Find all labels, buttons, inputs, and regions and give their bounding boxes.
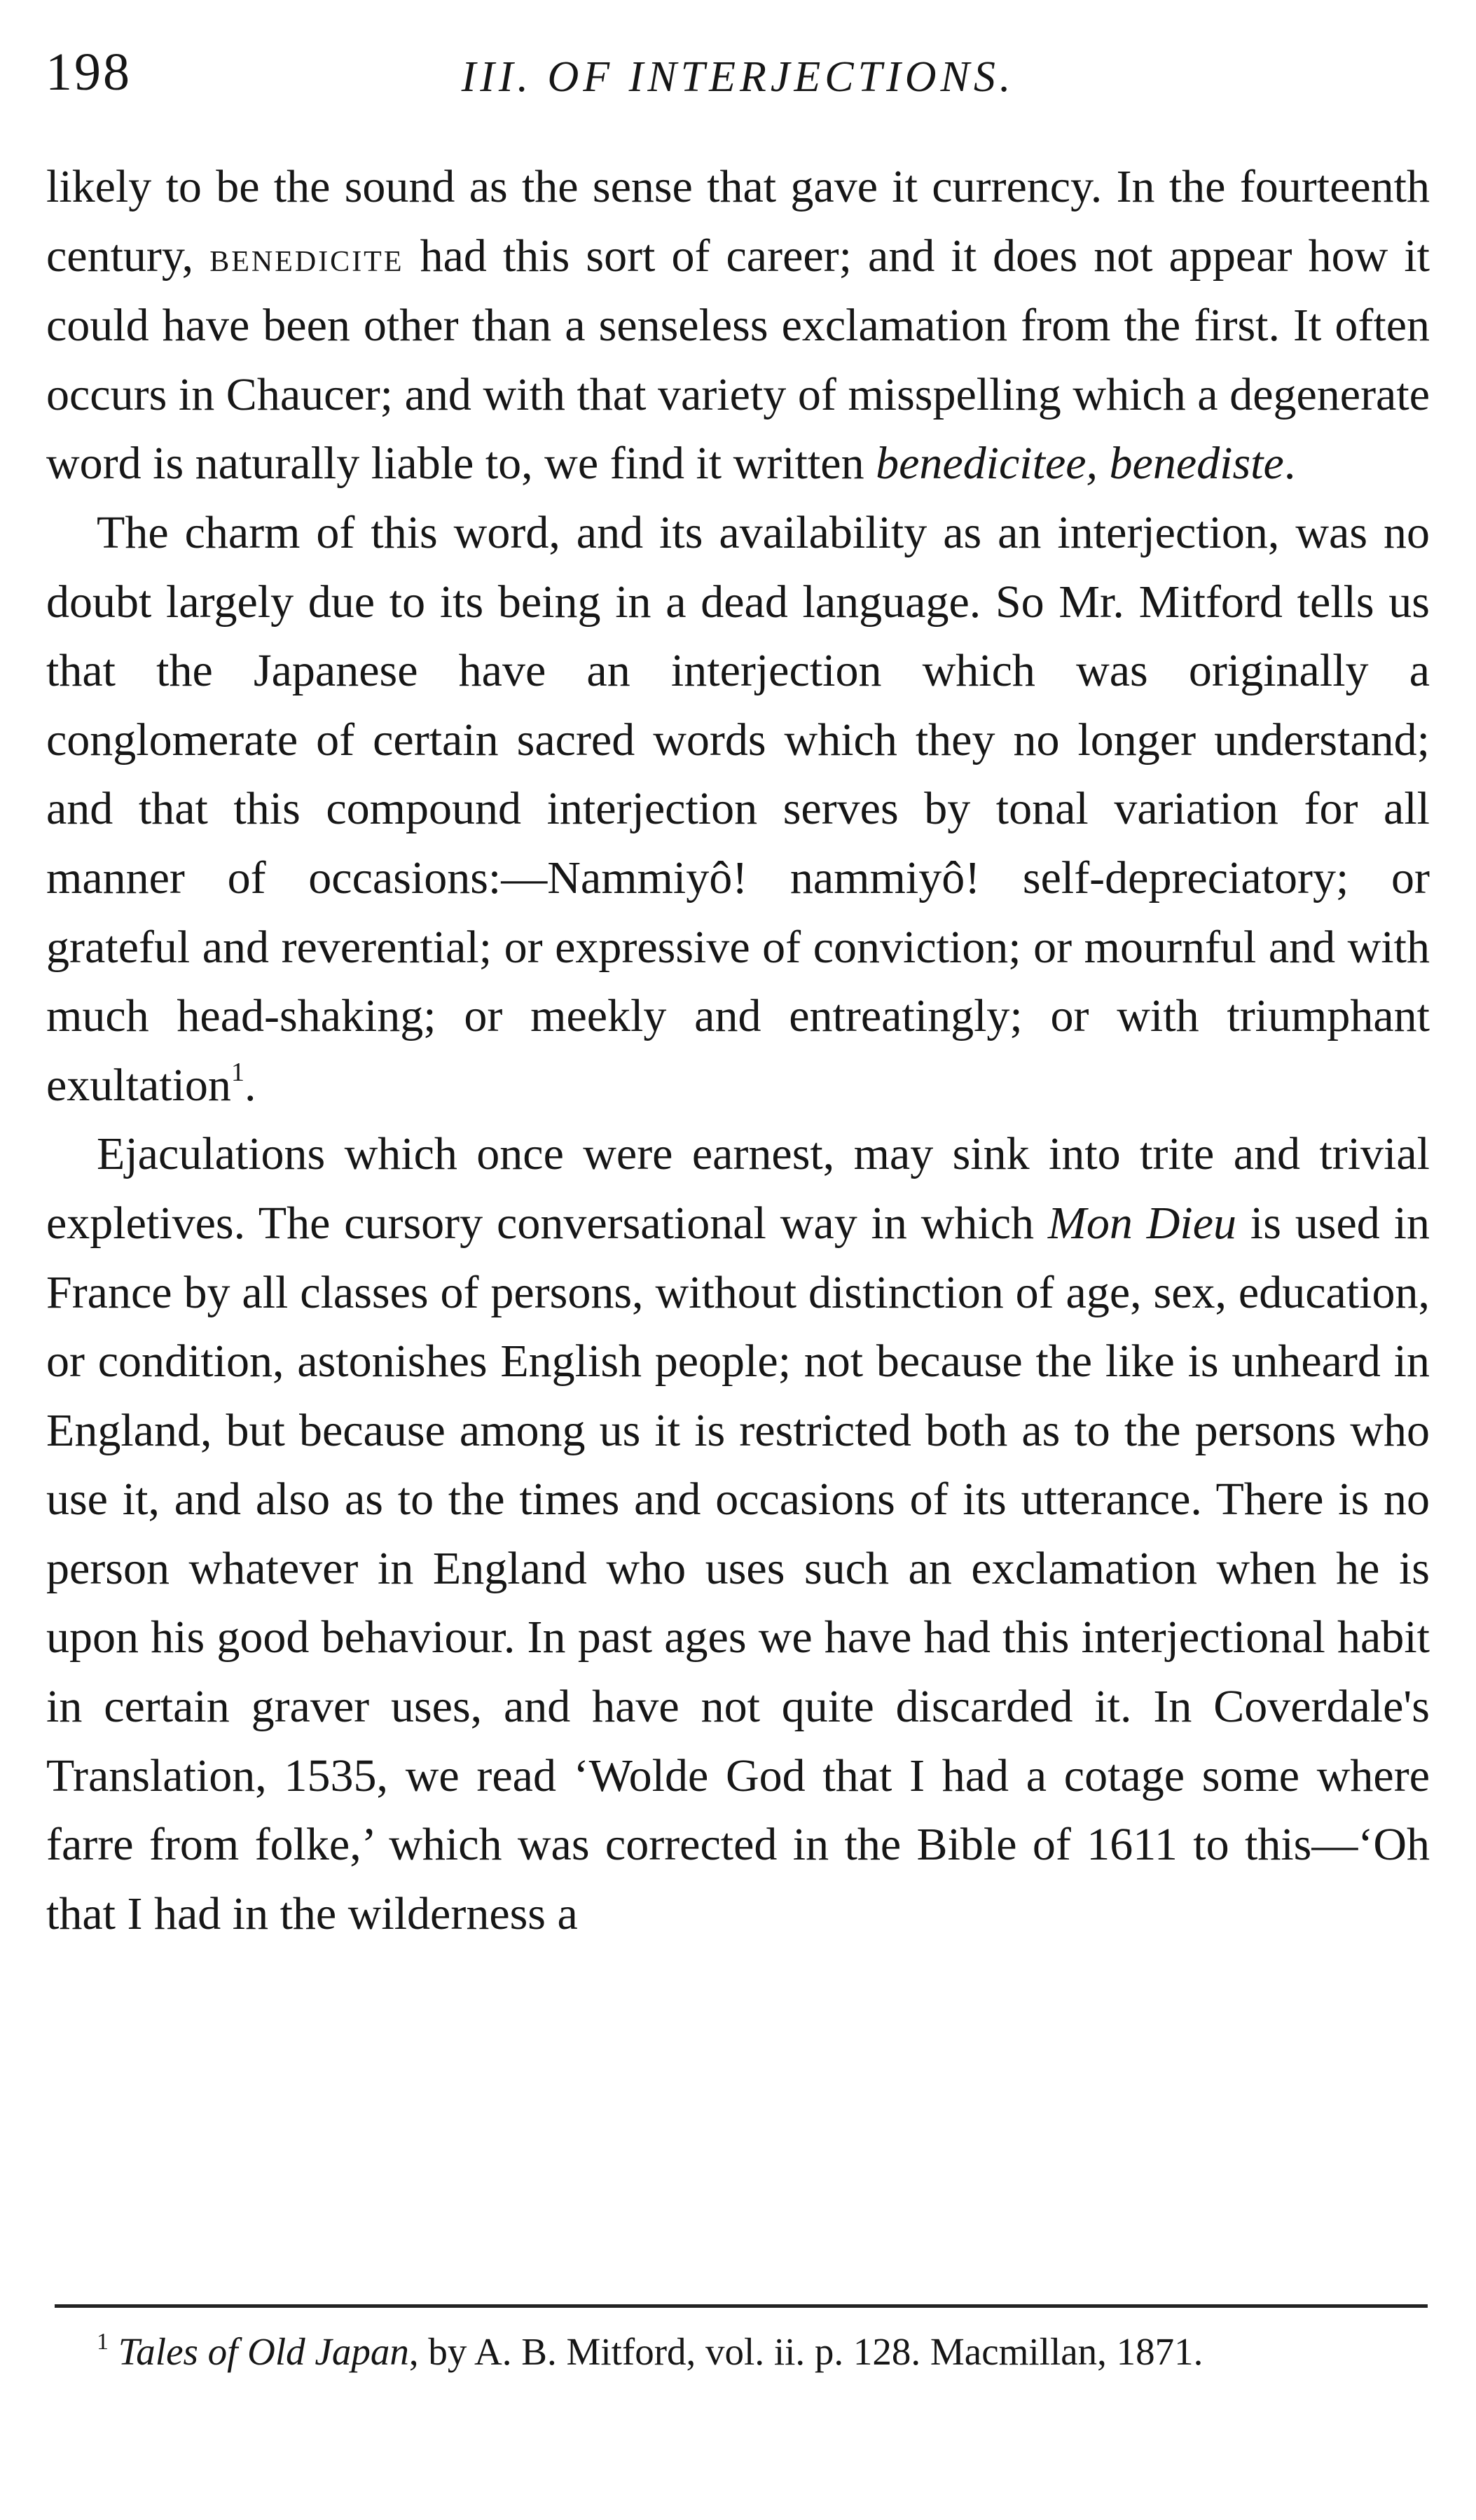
italic-phrase: Mon Dieu [1047,1197,1237,1249]
paragraph-3 [46,1120,1430,1948]
paragraph-1-text-a: likely to be the sound as the sense that gave it currency. In the fourteenth century, [46,161,1430,282]
footnote-marker: 1 [97,2329,109,2355]
paragraph-1-text-c: had this sort of career; and it does not appear how it could have been other than a senseless exclamation from the first. It often occurs in Chaucer; and with that variety of misspelling which a degenerate word is naturally liable to, we find it written [46,230,1430,490]
paragraph-3-text-a: Ejaculations which once were earnest, may sink into trite and trivial expletives. The cursory conversational way in which [46,1128,1430,1249]
page-header [0,14,1476,140]
footnote-book-title: Tales of Old Japan [118,2330,409,2373]
paragraph-2-text-b: . [244,1059,256,1111]
running-title: III. OF INTERJECTIONS. [461,53,1015,101]
footnote-reference[interactable]: 1 [230,1057,244,1087]
footnote-divider [55,2304,1428,2308]
footnote-text: , by A. B. Mitford, vol. ii. p. 128. Macmillan, 1871. [408,2330,1203,2373]
paragraph-1 [46,153,1430,499]
paragraph-1-text-e: . [1283,438,1296,490]
footnote [46,2322,1430,2382]
paragraph-2 [46,499,1430,1120]
body-text [46,153,1430,1948]
page-number: 198 [46,43,132,102]
small-caps-word: benedicite [209,233,404,280]
italic-variants: benedicitee, benediste [876,438,1284,490]
paragraph-3-text-c: is used in France by all classes of persons, without distinction of age, sex, education, or condition, astonishes English people; not because the like is unheard in England, but because among us it is restricted both as to the persons who use it, and also as to the times and occasions of its utterance. There is no person whatever in England who uses such an exclamation when he is upon his good behaviour. In past ages we have had this interjectional habit in certain graver uses, and have not quite discarded it. In Coverdale's Translation, 1535, we read ‘Wolde God that I had a cotage some where farre from folke,’ which was corrected in the Bible of 1611 to this—‘Oh that I had in the wilderness a [46,1197,1430,1939]
paragraph-2-text-a: The charm of this word, and its availability as an interjection, was no doubt largely due to its being in a dead language. So Mr. Mitford tells us that the Japanese have an interjection which was originally a conglomerate of certain sacred words which they no longer understand; and that this compound interjection serves by tonal variation for all manner of occasions:—Nammiyô! nammiyô! self-depreciatory; or grateful and reverential; or expressive of conviction; or mournful and with much head-shaking; or meekly and entreatingly; or with triumphant exultation [46,506,1430,1111]
